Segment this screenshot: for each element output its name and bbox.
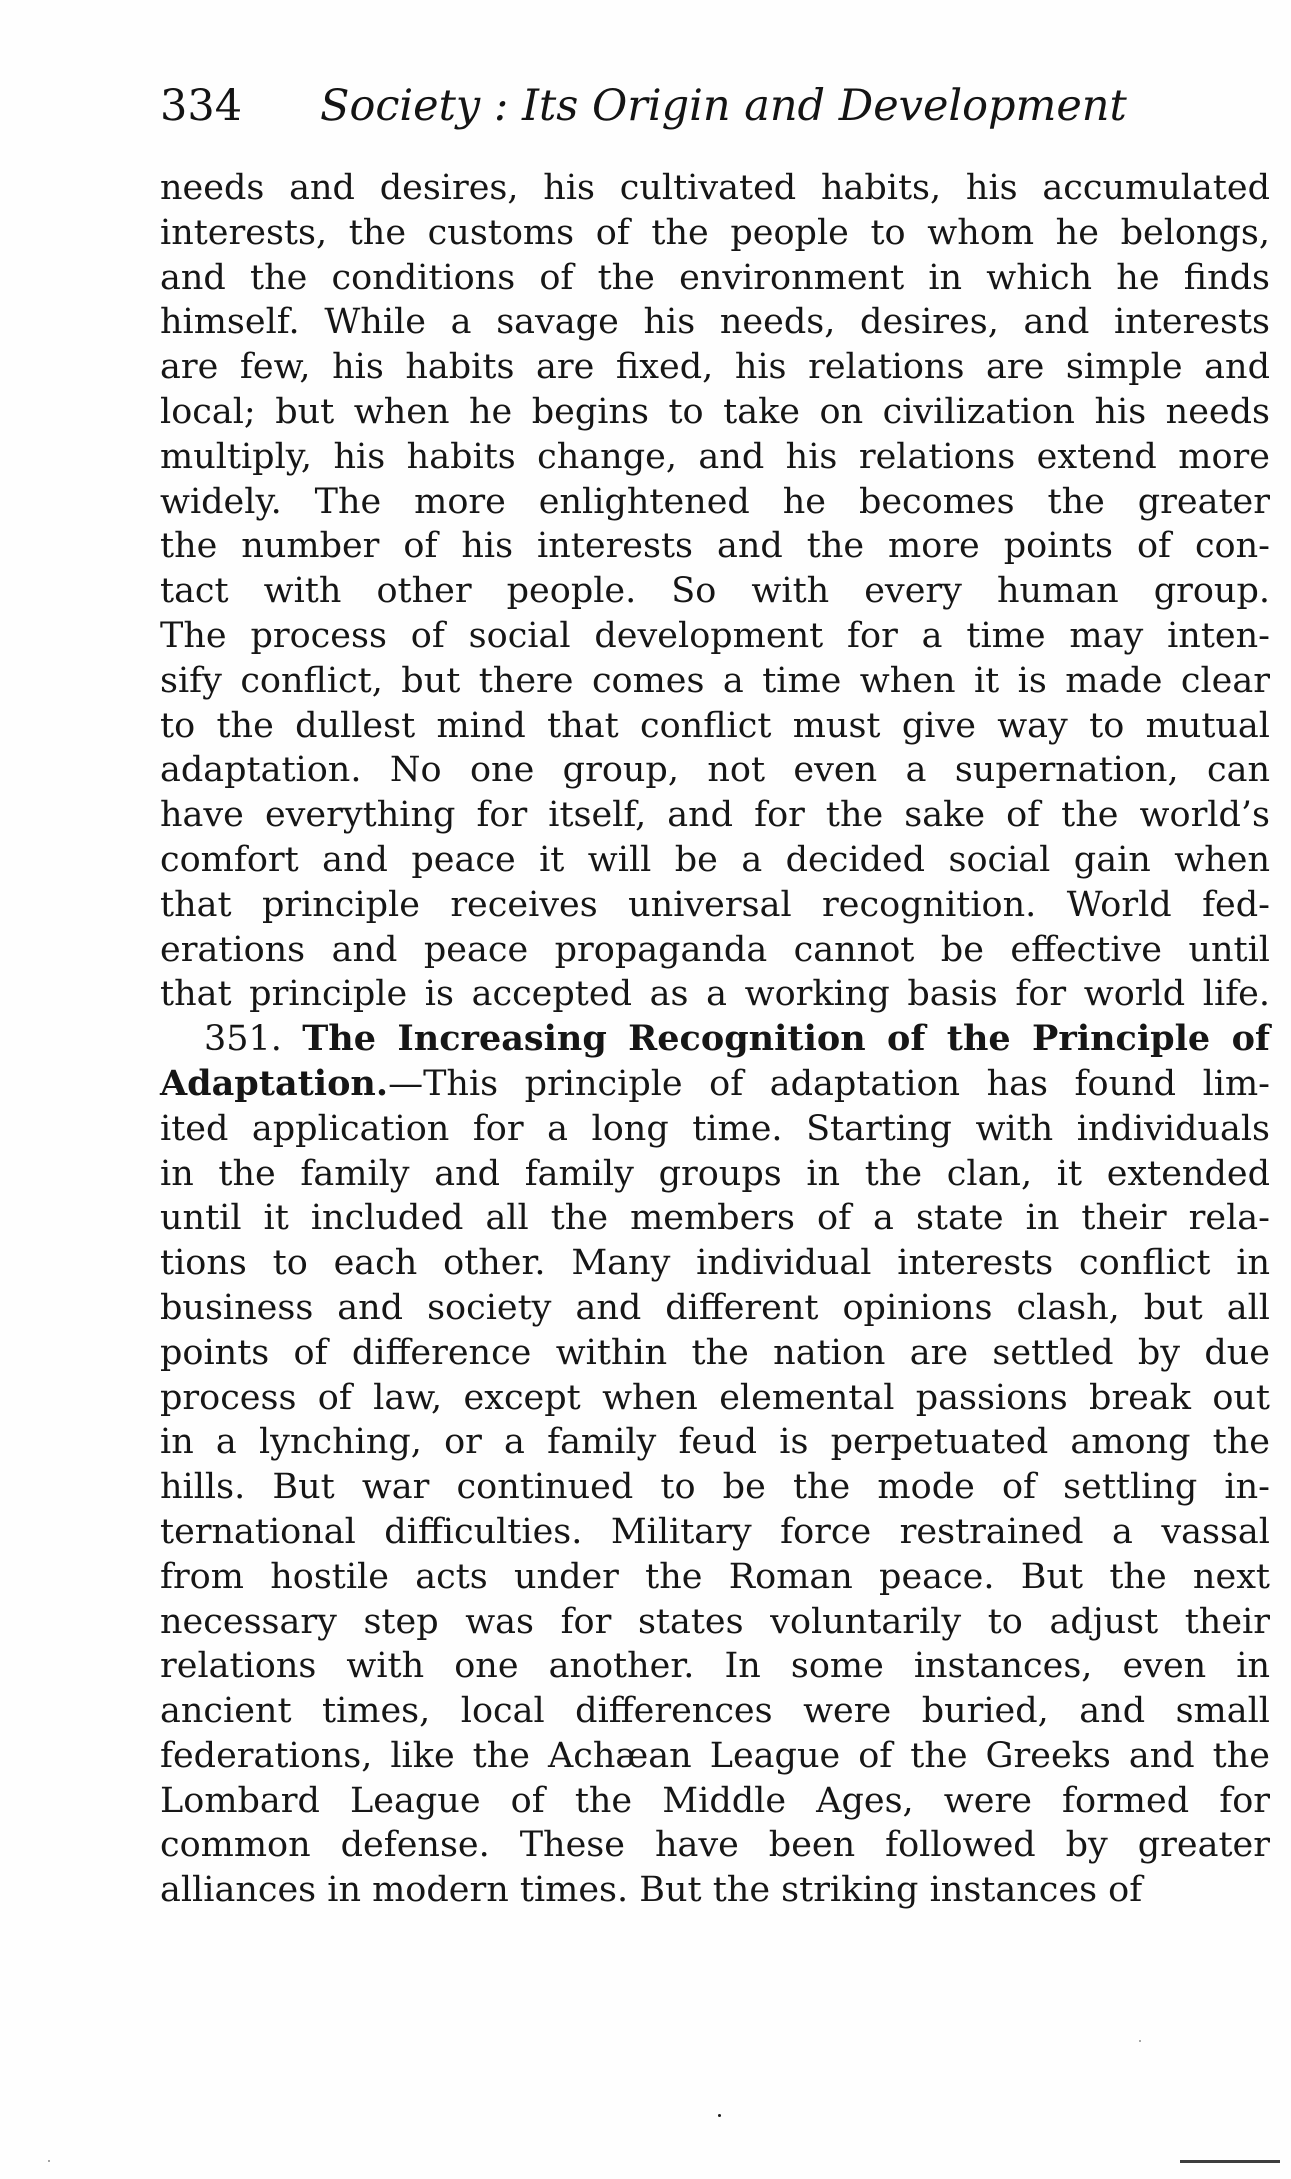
section-first-text: —This principle of adaptation has found lim- bbox=[388, 1063, 1270, 1104]
scan-speck bbox=[48, 2160, 50, 2162]
text-line: alliances in modern times. But the striking instances of bbox=[160, 1870, 1143, 1911]
text-line: are few, his habits are fixed, his relations are simple and bbox=[160, 347, 1270, 388]
text-line: to the dullest mind that conflict must give way to mutual bbox=[160, 705, 1270, 746]
text-line: Lombard League of the Middle Ages, were formed for bbox=[160, 1780, 1270, 1821]
scan-speck bbox=[718, 2114, 721, 2117]
section-heading-line-2 bbox=[160, 1062, 1270, 1107]
text-line: federations, like the Achæan League of the Greeks and the bbox=[160, 1735, 1270, 1776]
text-line: that principle receives universal recognition. World fed- bbox=[160, 884, 1270, 925]
text-line: business and society and different opinions clash, but all bbox=[160, 1287, 1270, 1328]
text-line: widely. The more enlightened he becomes the greater bbox=[160, 481, 1270, 522]
running-head bbox=[160, 76, 1270, 136]
section-title: The Increasing Recognition of the Principle of bbox=[302, 1018, 1270, 1060]
text-line: multiply, his habits change, and his relations extend more bbox=[160, 436, 1270, 477]
text-line: process of law, except when elemental passions break out bbox=[160, 1377, 1270, 1418]
text-line: points of difference within the nation are settled by due bbox=[160, 1332, 1270, 1373]
section-351 bbox=[160, 1017, 1270, 1913]
text-line: ternational difficulties. Military force restrained a vassal bbox=[160, 1511, 1270, 1552]
page-number: 334 bbox=[160, 81, 243, 131]
text-line: comfort and peace it will be a decided social gain when bbox=[160, 839, 1270, 880]
text-line: erations and peace propaganda cannot be effective until bbox=[160, 929, 1270, 970]
text-line: The process of social development for a time may inten- bbox=[160, 615, 1270, 656]
text-line: sify conflict, but there comes a time when it is made clear bbox=[160, 660, 1270, 701]
text-line: ited application for a long time. Starting with individuals bbox=[160, 1108, 1270, 1149]
text-line: the number of his interests and the more points of con- bbox=[160, 526, 1270, 567]
text-line: ancient times, local differences were buried, and small bbox=[160, 1691, 1270, 1732]
text-line: interests, the customs of the people to whom he belongs, bbox=[160, 212, 1270, 253]
text-line: until it included all the members of a state in their rela- bbox=[160, 1198, 1270, 1239]
text-line: necessary step was for states voluntarily to adjust their bbox=[160, 1601, 1270, 1642]
section-heading-line bbox=[160, 1017, 1270, 1062]
text-line: and the conditions of the environment in which he finds bbox=[160, 257, 1270, 298]
text-line: himself. While a savage his needs, desires, and interests bbox=[160, 302, 1270, 343]
text-line: in a lynching, or a family feud is perpetuated among the bbox=[160, 1422, 1270, 1463]
paragraph-1 bbox=[160, 166, 1270, 1017]
text-line: tions to each other. Many individual interests conflict in bbox=[160, 1243, 1270, 1284]
text-line: tact with other people. So with every human group. bbox=[160, 571, 1270, 612]
text-line: hills. But war continued to be the mode of settling in- bbox=[160, 1467, 1270, 1508]
text-line: in the family and family groups in the clan, it extended bbox=[160, 1153, 1270, 1194]
text-line: common defense. These have been followed by greater bbox=[160, 1825, 1270, 1866]
text-line: adaptation. No one group, not even a supernation, can bbox=[160, 750, 1270, 791]
text-line: needs and desires, his cultivated habits, his accumulated bbox=[160, 168, 1270, 208]
text-line: local; but when he begins to take on civilization his needs bbox=[160, 391, 1270, 432]
scan-speck bbox=[1139, 2040, 1141, 2042]
body-text bbox=[160, 166, 1270, 1913]
text-line: have everything for itself, and for the sake of the world’s bbox=[160, 795, 1270, 836]
text-line: relations with one another. In some instances, even in bbox=[160, 1646, 1270, 1687]
section-number: 351. bbox=[204, 1019, 282, 1060]
book-title: Society : Its Origin and Development bbox=[320, 81, 1127, 131]
section-title-end: Adaptation. bbox=[160, 1062, 389, 1104]
scan-edge-mark bbox=[1180, 2160, 1280, 2163]
text-line: that principle is accepted as a working basis for world life. bbox=[160, 974, 1270, 1015]
text-line: from hostile acts under the Roman peace. But the next bbox=[160, 1556, 1270, 1597]
